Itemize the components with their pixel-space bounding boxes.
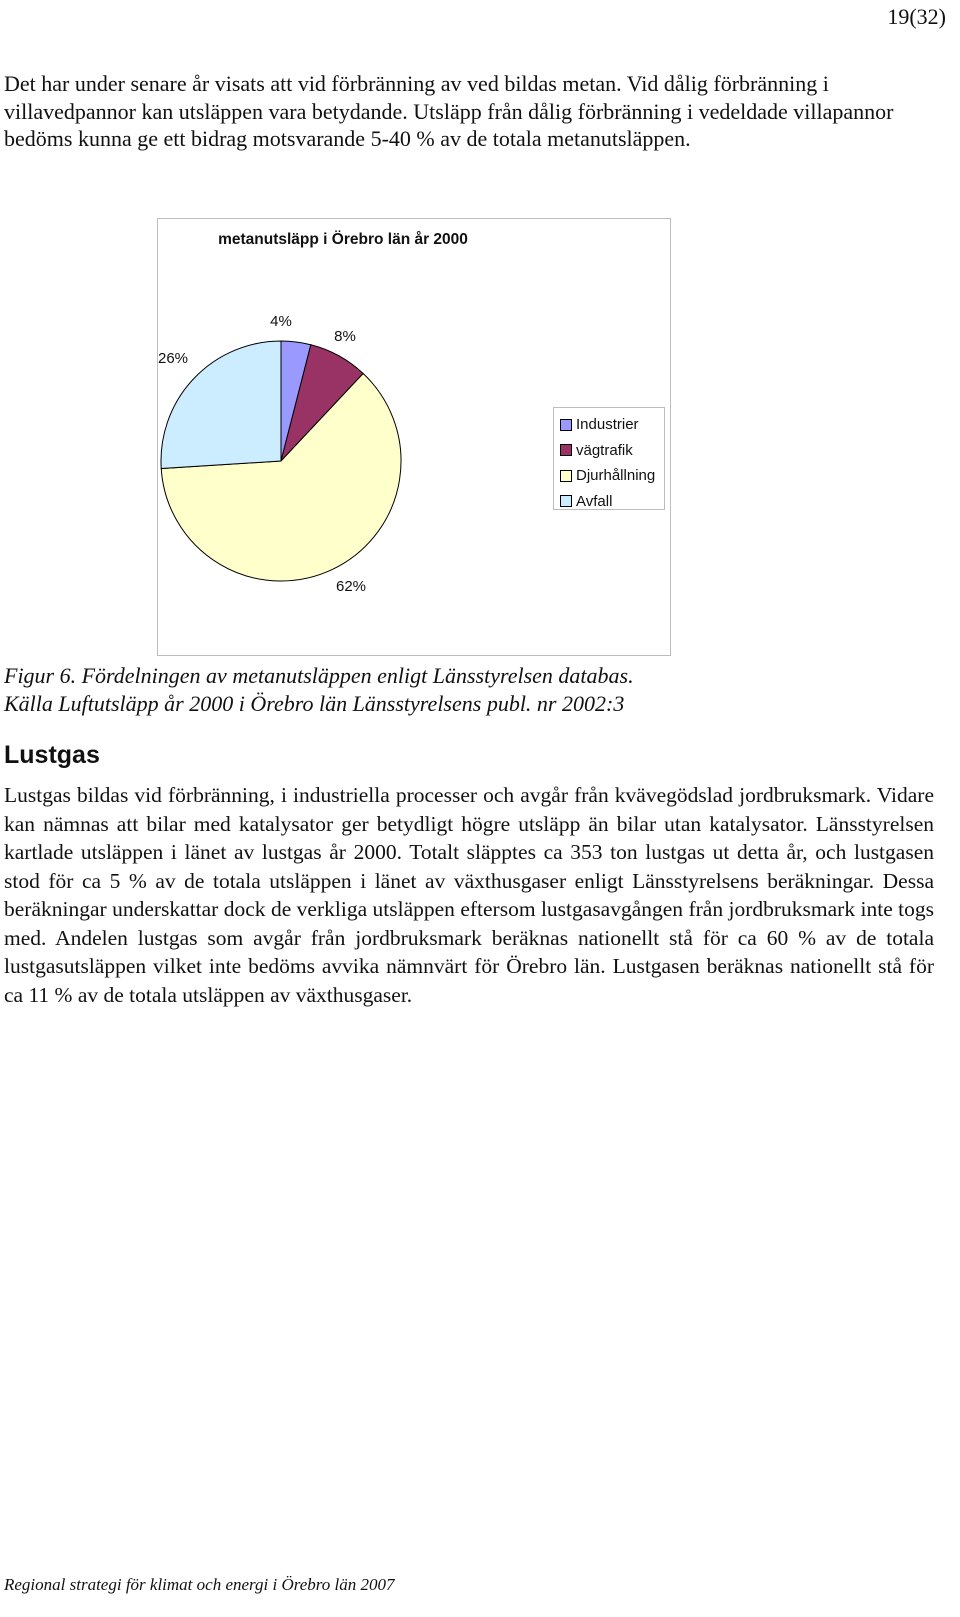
pie-label-industrier: 4%: [270, 313, 292, 330]
legend-swatch-djurhallning: [560, 470, 572, 482]
pie-label-vägtrafik: 8%: [334, 328, 356, 345]
legend-label-avfall: Avfall: [576, 492, 613, 510]
legend-item-avfall: [560, 489, 664, 515]
legend-label-djurhallning: Djurhållning: [576, 467, 656, 485]
pie-label-avfall: 26%: [158, 350, 189, 367]
pie-label-djurhållning: 62%: [335, 578, 367, 595]
legend-swatch-vagtrafik: [560, 444, 572, 456]
section-heading: Lustgas: [4, 741, 100, 769]
chart-title: metanutsläpp i Örebro län år 2000: [218, 231, 468, 248]
figure-caption-line-1: Figur 6. Fördelningen av metanutsläppen enligt Länsstyrelsen databas.: [4, 663, 634, 688]
legend-item-vagtrafik: [560, 438, 664, 464]
intro-paragraph: Det har under senare år visats att vid förbränning av ved bildas metan. Vid dålig förbränning i villavedpannor kan utsläppen vara betydande. Utsläpp från dålig förbränning i vedeldade villapannor bedöms kunna ge ett bidrag motsvarande 5-40 % av de totala metanutsläppen.: [4, 71, 894, 151]
legend-label-industrier: Industrier: [576, 416, 639, 434]
chart-legend: [553, 407, 665, 510]
legend-item-djurhallning: [560, 463, 664, 489]
pie-chart: [157, 218, 671, 656]
page-number: 19(32): [887, 4, 946, 29]
legend-label-vagtrafik: vägtrafik: [576, 441, 633, 459]
legend-swatch-industrier: [560, 419, 572, 431]
figure-caption: [4, 662, 934, 717]
legend-item-industrier: [560, 412, 664, 438]
legend-swatch-avfall: [560, 495, 572, 507]
section-body: Lustgas bildas vid förbränning, i industriella processer och avgår från kvävegödslad jordbruksmark. Vidare kan nämnas att bilar med katalysator ger betydligt högre utsläpp än bilar utan katalysator. Länsstyrelsen kartlade utsläppen i länet av lustgas år 2000. Totalt släpptes ca 353 ton lustgas ut detta år, och lustgasen stod för ca 5 % av de totala utsläppen i länet av växthusgaser enligt Länsstyrelsens beräkningar. Dessa beräkningar underskattar dock de verkliga utsläppen eftersom lustgasavgången från jordbruksmark inte togs med. Andelen lustgas som avgår från jordbruksmark beräknas nationellt stå för ca 60 % av de totala lustgasutsläppen vilket inte bedöms avvika nämnvärt för Örebro län. Lustgasen beräknas nationellt stå för ca 11 % av de totala utsläppen av växthusgaser.: [4, 783, 934, 1007]
figure-caption-line-2: Källa Luftutsläpp år 2000 i Örebro län Länsstyrelsens publ. nr 2002:3: [4, 690, 625, 716]
page-footer: Regional strategi för klimat och energi i Örebro län 2007: [4, 1575, 395, 1594]
